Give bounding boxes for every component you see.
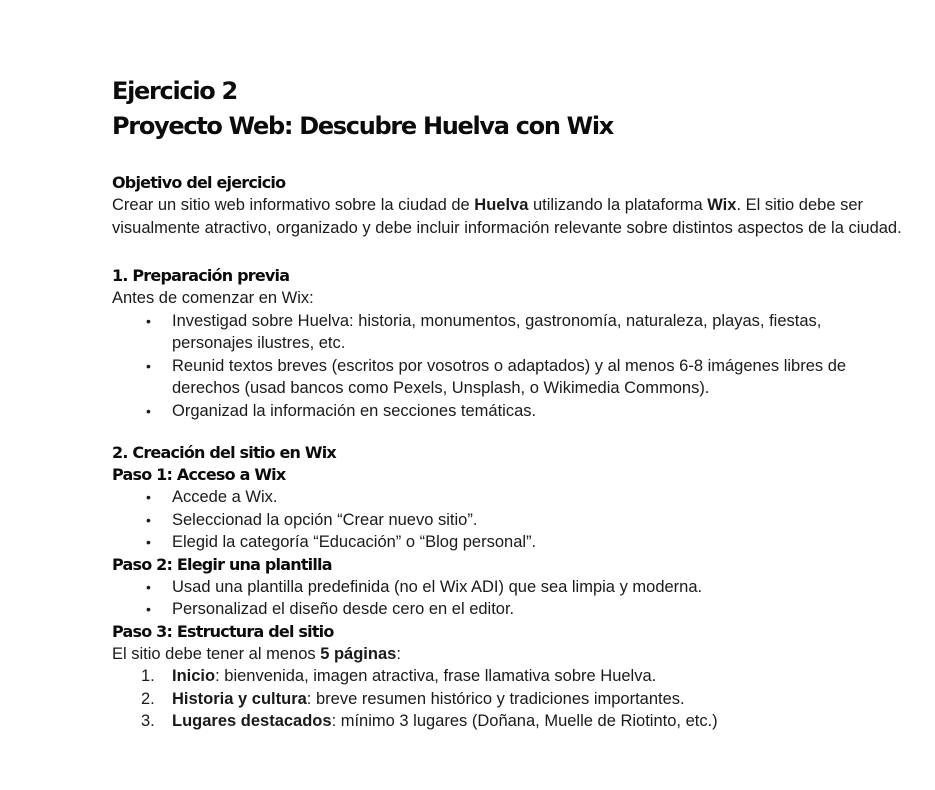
step2-heading: Paso 2: Elegir una plantilla (112, 554, 332, 574)
step3-intro-text: El sitio debe tener al menos (112, 644, 321, 663)
list-item-text: Elegid la categoría “Educación” o “Blog personal”. (172, 533, 537, 551)
step2-bullet-list (112, 576, 912, 621)
bullet-icon: • (146, 357, 151, 374)
list-item (146, 486, 912, 509)
objective-bold-huelva: Huelva (474, 196, 529, 214)
list-item (141, 665, 912, 688)
list-item (146, 576, 912, 599)
step3-intro-colon: : (396, 644, 401, 663)
list-item (141, 688, 912, 711)
bullet-icon: • (146, 402, 151, 419)
list-item-text: Seleccionad la opción “Crear nuevo sitio”. (172, 510, 478, 529)
objective-paragraph (112, 194, 912, 239)
list-item-bold: Lugares destacados (172, 712, 332, 730)
bullet-icon: • (146, 601, 151, 617)
list-item (146, 598, 912, 621)
bullet-icon: • (146, 511, 151, 528)
list-item-bold: Historia y cultura (172, 689, 307, 708)
section1-heading: 1. Preparación previa (112, 266, 290, 285)
list-number: 3. (141, 712, 155, 730)
bullet-icon: • (146, 534, 151, 550)
step3-intro (112, 643, 912, 666)
section1-bullet-list (112, 310, 912, 423)
objective-text-3: . El sitio debe ser visualmente atractivo, organizado y debe incluir información relevante sobre distintos aspectos de la ciudad. (112, 196, 902, 237)
list-number: 2. (141, 689, 155, 708)
list-item (146, 310, 912, 355)
objective-bold-wix: Wix (707, 196, 737, 214)
list-item (141, 710, 912, 733)
objective-text-1: Crear un sitio web informativo sobre la ciudad de (112, 196, 475, 214)
title-line-2: Proyecto Web: Descubre Huelva con Wix (112, 112, 613, 140)
list-item-text: : breve resumen histórico y tradiciones importantes. (306, 689, 685, 708)
document-title (112, 74, 912, 144)
bullet-icon: • (146, 489, 151, 505)
list-item (146, 531, 912, 554)
title-line-1: Ejercicio 2 (112, 77, 237, 105)
list-item (146, 509, 912, 532)
list-item (146, 355, 912, 400)
step1-bullet-list (112, 486, 912, 554)
section2-heading: 2. Creación del sitio en Wix (112, 443, 336, 462)
list-item-text: Personalizad el diseño desde cero en el editor. (172, 600, 515, 618)
list-item-text: Usad una plantilla predefinida (no el Wix ADI) que sea limpia y moderna. (172, 577, 703, 596)
step3-numbered-list (112, 665, 912, 733)
list-item-bold: Inicio (172, 667, 216, 685)
list-item-text: : mínimo 3 lugares (Doñana, Muelle de Riotinto, etc.) (331, 712, 718, 730)
list-item-text: : bienvenida, imagen atractiva, frase llamativa sobre Huelva. (215, 667, 657, 685)
step3-heading: Paso 3: Estructura del sitio (112, 621, 334, 641)
bullet-icon: • (146, 312, 151, 329)
list-item-text: Reunid textos breves (escritos por vosotros o adaptados) y al menos 6-8 imágenes libres de derechos (usad bancos como Pexels, Unsplash, o Wikimedia Commons). (172, 356, 847, 397)
list-item-text: Investigad sobre Huelva: historia, monumentos, gastronomía, naturaleza, playas, fiestas, personajes ilustres, etc. (172, 311, 822, 352)
objective-text-2: utilizando la plataforma (528, 196, 708, 214)
document-page (112, 74, 912, 733)
objective-heading: Objetivo del ejercicio (112, 173, 286, 192)
step3-intro-bold: 5 páginas (320, 644, 397, 663)
step1-heading: Paso 1: Acceso a Wix (112, 465, 286, 484)
list-item (146, 400, 912, 423)
list-item-text: Organizad la información en secciones temáticas. (172, 401, 537, 420)
list-number: 1. (141, 667, 155, 685)
bullet-icon: • (146, 578, 151, 595)
list-item-text: Accede a Wix. (172, 488, 278, 506)
section1-intro: Antes de comenzar en Wix: (112, 289, 314, 307)
